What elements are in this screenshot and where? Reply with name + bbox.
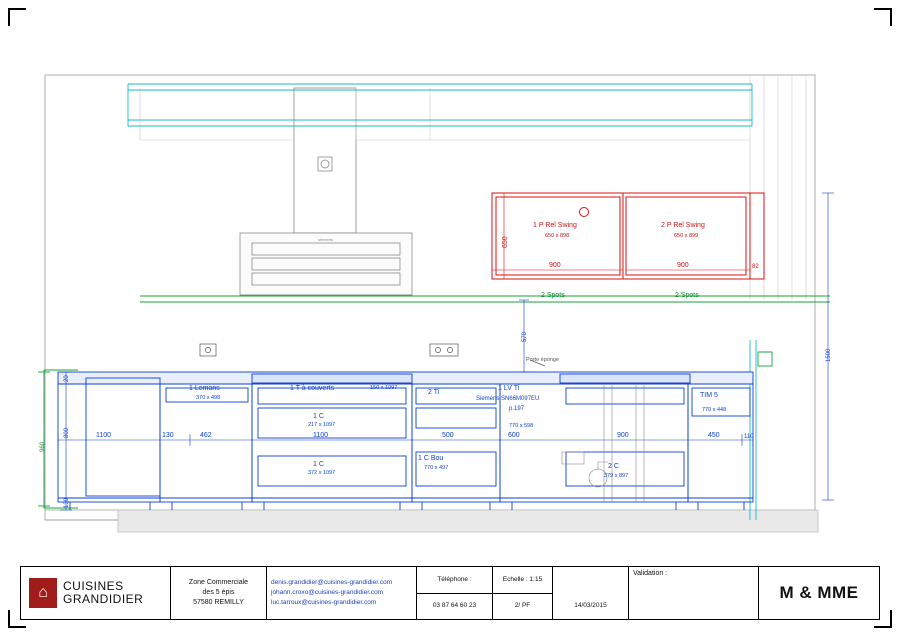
- client-name: M & MME: [779, 583, 859, 602]
- validation-label: Validation :: [633, 570, 668, 577]
- title-block: [20, 566, 880, 620]
- dim-960: 960: [40, 441, 46, 452]
- base-unit-dims-4: 770 x 448: [702, 407, 727, 413]
- base-dim-1: 130: [162, 432, 174, 439]
- spots-label-0: 2 Spots: [541, 292, 565, 299]
- logo-mark-icon: ⌂: [29, 578, 57, 608]
- appliance-model: SN66M097EU: [501, 396, 540, 402]
- base-unit-name-4: TIM 5: [700, 392, 718, 399]
- dim-800: 800: [64, 427, 70, 438]
- wall-right-filler: 82: [752, 264, 759, 270]
- scale-label: Echelle : 1:15: [493, 567, 552, 594]
- email-0[interactable]: denis.grandidier@cuisines-grandidier.com: [271, 578, 393, 586]
- address-line-0: Zone Commerciale: [188, 578, 249, 586]
- company-logo: [21, 567, 171, 619]
- base-dim-5: 600: [508, 432, 520, 439]
- wall-unit-width-0: 900: [549, 262, 561, 269]
- svg-text:siemens: siemens: [318, 237, 333, 242]
- phone-value: 03 87 64 60 23: [432, 602, 477, 610]
- base-unit-dims-0: 370 x 498: [196, 395, 221, 401]
- base-unit-dims-6: 372 x 1097: [308, 470, 336, 476]
- sponge-door-label: Porte éponge: [526, 357, 560, 363]
- wall-unit-height: 650: [502, 236, 509, 248]
- dim-1500: 1500: [826, 348, 832, 362]
- email-2[interactable]: luc.tarroux@cuisines-grandidier.com: [271, 599, 377, 607]
- base-unit-name-2: 2 Ti: [428, 389, 440, 396]
- base-unit-name-6: 1 C: [313, 461, 324, 468]
- base-dim-4: 500: [442, 432, 454, 439]
- wall-unit-dims-0: 650 x 898: [545, 233, 570, 239]
- date-cell: [553, 567, 629, 619]
- base-dim-2: 462: [200, 432, 212, 439]
- base-dim-8: 110: [744, 434, 754, 440]
- wall-unit-width-1: 900: [677, 262, 689, 269]
- phone-cell: [417, 567, 493, 619]
- contact-emails: [267, 567, 417, 619]
- base-unit-name-0: 1 Lemans: [189, 385, 220, 392]
- spots-label-1: 2 Spots: [675, 292, 699, 299]
- base-dim-6: 900: [617, 432, 629, 439]
- wall-unit-name-1: 2 P Rel Swing: [661, 222, 705, 229]
- company-name-line1: CUISINES: [63, 579, 124, 594]
- appliance-brand-model: [476, 396, 539, 402]
- appliance-page: p.197: [509, 406, 525, 412]
- base-unit-dims-5: 217 x 1097: [308, 422, 336, 428]
- dim-20: 20: [64, 375, 70, 382]
- base-dim-0: 1100: [96, 432, 112, 439]
- dim-570: 570: [522, 331, 528, 342]
- phone-label: Téléphone :: [417, 567, 492, 594]
- scale-cell: [493, 567, 553, 619]
- address-line-2: 57580 REMILLY: [193, 599, 244, 607]
- base-unit-name-7: 1 C Bou: [418, 455, 444, 462]
- address-line-1: des 5 épis: [202, 588, 235, 596]
- base-dim-7: 450: [708, 432, 720, 439]
- base-unit-dims-3: 770 x 598: [509, 423, 534, 429]
- base-unit-dims-8: 379 x 897: [604, 473, 629, 479]
- base-unit-name-5: 1 C: [313, 413, 324, 420]
- base-unit-name-1: 1 T à couverts: [290, 385, 335, 392]
- wall-unit-name-0: 1 P Rel Swing: [533, 222, 577, 229]
- email-1[interactable]: johann.croxo@cuisines-grandidier.com: [271, 588, 384, 596]
- base-dim-3: 1100: [313, 432, 329, 439]
- date-value: 14/03/2015: [574, 602, 607, 610]
- base-unit-dims-1: 150 x 1097: [370, 385, 398, 391]
- appliance-brand: Siemens: [476, 396, 500, 402]
- wall-unit-dims-1: 650 x 899: [674, 233, 699, 239]
- company-name-line2: GRANDIDIER: [63, 592, 144, 606]
- scale-page: 2/ PF: [514, 602, 531, 610]
- base-unit-name-3: 1 LV Ti: [498, 385, 520, 392]
- validation-cell: [629, 567, 759, 619]
- base-unit-dims-7: 770 x 497: [424, 465, 449, 471]
- company-address: [171, 567, 267, 619]
- base-unit-name-8: 2 C: [608, 463, 619, 470]
- dim-130: 130: [64, 497, 70, 508]
